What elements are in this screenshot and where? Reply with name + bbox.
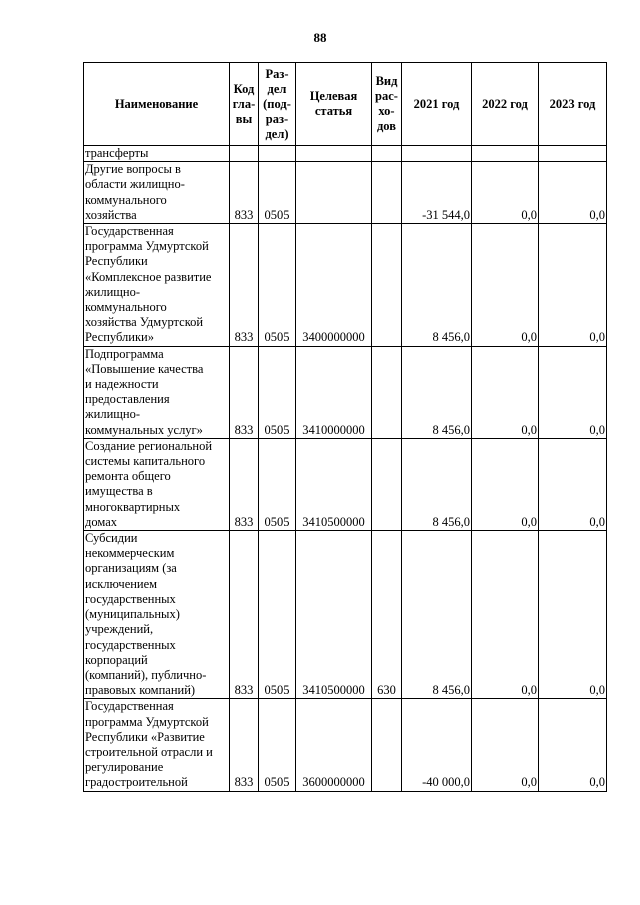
cell-code: 833 [230, 224, 259, 347]
cell-name: Другие вопросы в области жилищно- коммунального хозяйства [84, 162, 230, 224]
cell-y2023 [539, 146, 607, 162]
cell-section: 0505 [259, 699, 296, 791]
cell-y2022: 0,0 [472, 224, 539, 347]
cell-name: Государственная программа Удмуртской Республики «Развитие строительной отрасли и регулирование градостроительной [84, 699, 230, 791]
cell-y2023: 0,0 [539, 346, 607, 438]
cell-expense: 630 [372, 531, 402, 699]
cell-section: 0505 [259, 346, 296, 438]
cell-name: Подпрограмма «Повышение качества и надежности предоставления жилищно- коммунальных услуг» [84, 346, 230, 438]
header-2023: 2023 год [539, 63, 607, 146]
cell-name: Субсидии некоммерческим организациям (за исключением государственных (муниципальных) учреждений, государственных корпораций (компаний), публично- правовых компаний) [84, 531, 230, 699]
header-row [84, 63, 607, 146]
cell-y2023: 0,0 [539, 224, 607, 347]
cell-y2023: 0,0 [539, 162, 607, 224]
cell-target: 3600000000 [296, 699, 372, 791]
page-number: 88 [313, 30, 327, 45]
cell-y2022: 0,0 [472, 162, 539, 224]
cell-section: 0505 [259, 162, 296, 224]
header-section: Раз- дел (под- раз- дел) [259, 63, 296, 146]
cell-y2021: 8 456,0 [402, 346, 472, 438]
cell-name: Государственная программа Удмуртской Республики «Комплексное развитие жилищно- коммунального хозяйства Удмуртской Республики» [84, 224, 230, 347]
table-row [84, 531, 607, 699]
cell-y2022: 0,0 [472, 438, 539, 530]
cell-y2021: 8 456,0 [402, 438, 472, 530]
table-body [84, 146, 607, 792]
cell-y2021: -40 000,0 [402, 699, 472, 791]
cell-name: трансферты [84, 146, 230, 162]
cell-y2023: 0,0 [539, 438, 607, 530]
cell-y2022 [472, 146, 539, 162]
cell-name: Создание региональной системы капитального ремонта общего имущества в многоквартирных домах [84, 438, 230, 530]
cell-y2023: 0,0 [539, 531, 607, 699]
cell-y2022: 0,0 [472, 531, 539, 699]
cell-expense [372, 438, 402, 530]
cell-target [296, 162, 372, 224]
cell-code: 833 [230, 346, 259, 438]
cell-section [259, 146, 296, 162]
header-2022: 2022 год [472, 63, 539, 146]
cell-target: 3410000000 [296, 346, 372, 438]
cell-section: 0505 [259, 438, 296, 530]
cell-y2021: 8 456,0 [402, 531, 472, 699]
budget-table [83, 62, 607, 792]
cell-expense [372, 699, 402, 791]
cell-code: 833 [230, 438, 259, 530]
header-name: Наименование [84, 63, 230, 146]
header-expense: Вид рас- хо- дов [372, 63, 402, 146]
cell-target [296, 146, 372, 162]
cell-target: 3410500000 [296, 531, 372, 699]
cell-y2023: 0,0 [539, 699, 607, 791]
cell-code [230, 146, 259, 162]
cell-y2021: -31 544,0 [402, 162, 472, 224]
cell-y2022: 0,0 [472, 699, 539, 791]
cell-expense [372, 346, 402, 438]
cell-target: 3400000000 [296, 224, 372, 347]
header-code: Код гла- вы [230, 63, 259, 146]
table-row [84, 224, 607, 347]
table-row [84, 699, 607, 791]
header-2021: 2021 год [402, 63, 472, 146]
cell-target: 3410500000 [296, 438, 372, 530]
cell-section: 0505 [259, 531, 296, 699]
table-row [84, 162, 607, 224]
cell-code: 833 [230, 162, 259, 224]
cell-code: 833 [230, 531, 259, 699]
cell-section: 0505 [259, 224, 296, 347]
table-row [84, 438, 607, 530]
cell-expense [372, 146, 402, 162]
table-row [84, 146, 607, 162]
cell-y2022: 0,0 [472, 346, 539, 438]
cell-expense [372, 162, 402, 224]
cell-y2021 [402, 146, 472, 162]
table-row [84, 346, 607, 438]
cell-code: 833 [230, 699, 259, 791]
header-target: Целевая статья [296, 63, 372, 146]
cell-expense [372, 224, 402, 347]
cell-y2021: 8 456,0 [402, 224, 472, 347]
